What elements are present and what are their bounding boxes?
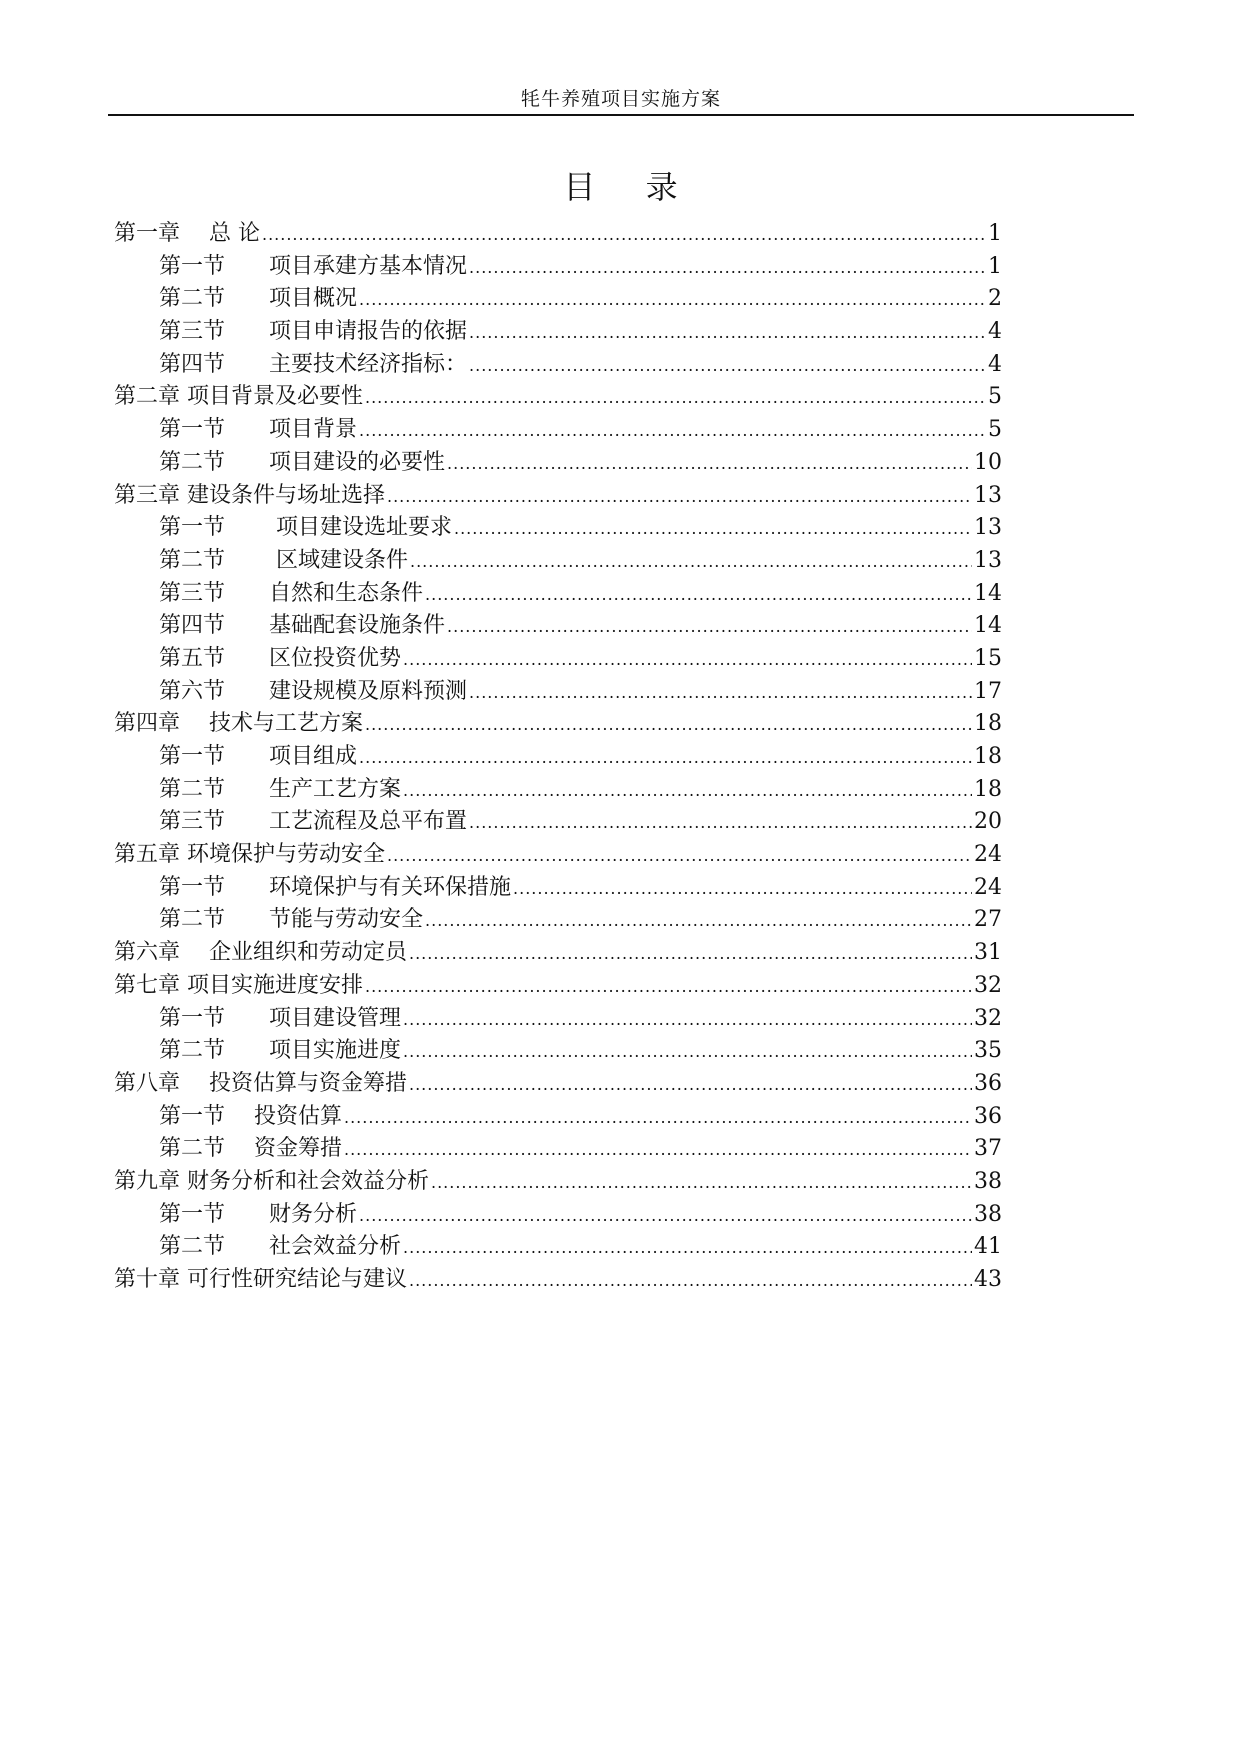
toc-section-entry[interactable]	[114, 249, 1002, 282]
toc-section-entry[interactable]	[114, 314, 1002, 347]
toc-entry-label: 第五节 区位投资优势	[159, 645, 402, 671]
toc-page-number: 5	[988, 384, 1002, 410]
toc-page-number: 14	[974, 613, 1002, 639]
toc-dot-leader	[409, 1075, 972, 1094]
toc-dot-leader	[359, 290, 986, 309]
toc-section-entry[interactable]	[114, 576, 1002, 609]
toc-entry-label: 第十章 可行性研究结论与建议	[114, 1267, 407, 1292]
toc-dot-leader	[365, 388, 986, 407]
toc-dot-leader	[387, 846, 972, 865]
toc-entry-label: 第一节 项目建设管理	[159, 1005, 402, 1031]
toc-entry-label: 第六章 企业组织和劳动定员	[114, 940, 407, 966]
toc-section-entry[interactable]	[114, 804, 1002, 837]
toc-section-entry[interactable]	[114, 1131, 1002, 1164]
toc-dot-leader	[344, 1140, 972, 1159]
toc-entry-label: 第一节 投资估算	[159, 1103, 342, 1129]
toc-page-number: 27	[974, 907, 1002, 933]
toc-entry-label: 第二节 资金筹措	[159, 1136, 342, 1162]
toc-entry-label: 第七章 项目实施进度安排	[114, 972, 363, 998]
toc-chapter-entry[interactable]	[114, 968, 1002, 1001]
toc-entry-label: 第一节 项目背景	[159, 417, 358, 443]
toc-entry-label: 第一节 项目建设选址要求	[159, 515, 452, 541]
toc-entry-label: 第六节 建设规模及原料预测	[159, 678, 468, 704]
toc-section-entry[interactable]	[114, 445, 1002, 478]
toc-page-number: 24	[974, 874, 1002, 900]
toc-section-entry[interactable]	[114, 543, 1002, 576]
toc-page-number: 2	[988, 286, 1002, 312]
toc-section-entry[interactable]	[114, 510, 1002, 543]
toc-section-entry[interactable]	[114, 347, 1002, 380]
toc-entry-label: 第一节 项目承建方基本情况	[159, 253, 468, 279]
toc-page-number: 18	[974, 744, 1002, 769]
toc-entry-label: 第三节 自然和生态条件	[159, 580, 424, 606]
toc-entry-label: 第五章 环境保护与劳动安全	[114, 842, 385, 868]
toc-entry-label: 第四节 基础配套设施条件	[159, 613, 446, 639]
toc-entry-label: 第四章 技术与工艺方案	[114, 711, 363, 737]
toc-dot-leader	[403, 1238, 972, 1257]
toc-page-number: 36	[974, 1070, 1002, 1096]
toc-section-entry[interactable]	[114, 1099, 1002, 1132]
toc-section-entry[interactable]	[114, 412, 1002, 445]
toc-dot-leader	[425, 585, 972, 604]
toc-dot-leader	[403, 1042, 972, 1061]
toc-dot-leader	[469, 258, 986, 277]
toc-section-entry[interactable]	[114, 870, 1002, 903]
toc-chapter-entry[interactable]	[114, 379, 1002, 412]
toc-page-number: 24	[974, 842, 1002, 868]
toc-page-number: 13	[974, 482, 1002, 508]
toc-page-number: 13	[974, 515, 1002, 541]
toc-entry-label: 第二章 项目背景及必要性	[114, 384, 363, 410]
header-rule	[108, 114, 1134, 116]
toc-entry-label: 第一章 总 论	[114, 221, 260, 246]
toc-page-number: 35	[974, 1038, 1002, 1064]
toc-entry-label: 第二节 项目实施进度	[159, 1038, 402, 1064]
toc-section-entry[interactable]	[114, 608, 1002, 641]
toc-title: 目 录	[563, 168, 678, 206]
toc-page-number: 32	[974, 1005, 1002, 1031]
toc-dot-leader	[469, 323, 986, 342]
toc-page-number: 18	[974, 711, 1002, 737]
toc-entry-label: 第一节 财务分析	[159, 1201, 358, 1227]
toc-chapter-entry[interactable]	[114, 837, 1002, 870]
running-header: 牦牛养殖项目实施方案	[520, 88, 721, 110]
toc-chapter-entry[interactable]	[114, 1262, 1002, 1295]
toc-page-number: 32	[974, 972, 1002, 998]
toc-page-number: 20	[974, 809, 1002, 835]
toc-dot-leader	[365, 977, 972, 996]
toc-entry-label: 第三节 项目申请报告的依据	[159, 319, 468, 345]
toc-section-entry[interactable]	[114, 772, 1002, 805]
toc-chapter-entry[interactable]	[114, 1164, 1002, 1197]
toc-dot-leader	[403, 1010, 972, 1029]
toc-page-number: 38	[974, 1168, 1002, 1194]
toc-section-entry[interactable]	[114, 1001, 1002, 1034]
toc-page-number: 5	[988, 417, 1002, 443]
toc-entry-label: 第四节 主要技术经济指标：	[159, 351, 468, 377]
toc-chapter-entry[interactable]	[114, 1066, 1002, 1099]
toc-dot-leader	[403, 650, 972, 669]
toc-section-entry[interactable]	[114, 739, 1002, 772]
toc-dot-leader	[387, 487, 972, 506]
toc-dot-leader	[447, 617, 972, 636]
toc-page-number: 4	[988, 351, 1002, 377]
toc-page-number: 13	[974, 547, 1002, 573]
toc-page-number: 37	[974, 1136, 1002, 1162]
toc-page-number: 38	[974, 1201, 1002, 1227]
toc-dot-leader	[410, 552, 972, 571]
toc-entry-label: 第一节 项目组成	[159, 744, 358, 769]
toc-dot-leader	[469, 683, 972, 702]
toc-dot-leader	[513, 879, 972, 898]
toc-entry-label: 第二节 项目建设的必要性	[159, 449, 446, 475]
toc-dot-leader	[403, 781, 972, 800]
toc-entry-label: 第二节 社会效益分析	[159, 1234, 402, 1260]
toc-section-entry[interactable]	[114, 281, 1002, 314]
toc-section-entry[interactable]	[114, 1229, 1002, 1262]
toc-entry-label: 第三节 工艺流程及总平布置	[159, 809, 468, 835]
toc-chapter-entry[interactable]	[114, 478, 1002, 511]
toc-entry-label: 第二节 项目概况	[159, 286, 358, 312]
toc-entry-label: 第八章 投资估算与资金筹措	[114, 1070, 407, 1096]
toc-entry-label: 第九章 财务分析和社会效益分析	[114, 1168, 429, 1194]
toc-page-number: 41	[974, 1234, 1002, 1260]
toc-entry-label: 第二节 生产工艺方案	[159, 776, 402, 802]
toc-entry-label: 第三章 建设条件与场址选择	[114, 482, 385, 508]
toc-section-entry[interactable]	[114, 902, 1002, 935]
toc-page-number: 1	[988, 253, 1002, 279]
toc-entry-label: 第二节 节能与劳动安全	[159, 907, 424, 933]
toc-section-entry[interactable]	[114, 674, 1002, 707]
toc-entry-label: 第一节 环境保护与有关环保措施	[159, 874, 512, 900]
table-of-contents	[114, 216, 1002, 1295]
toc-dot-leader	[262, 225, 986, 244]
toc-section-entry[interactable]	[114, 1197, 1002, 1230]
toc-dot-leader	[409, 944, 972, 963]
toc-chapter-entry[interactable]	[114, 935, 1002, 968]
toc-section-entry[interactable]	[114, 1033, 1002, 1066]
toc-dot-leader	[409, 1271, 972, 1290]
toc-dot-leader	[447, 454, 972, 473]
toc-dot-leader	[431, 1173, 972, 1192]
toc-page-number: 31	[974, 940, 1002, 966]
toc-page-number: 14	[974, 580, 1002, 606]
toc-dot-leader	[365, 715, 972, 734]
toc-page-number: 15	[974, 645, 1002, 671]
toc-page-number: 18	[974, 776, 1002, 802]
toc-dot-leader	[359, 1206, 972, 1225]
toc-dot-leader	[454, 519, 972, 538]
toc-dot-leader	[359, 748, 972, 767]
toc-chapter-entry[interactable]	[114, 706, 1002, 739]
toc-page-number: 4	[988, 319, 1002, 345]
toc-chapter-entry[interactable]	[114, 216, 1002, 249]
toc-dot-leader	[344, 1108, 972, 1127]
toc-dot-leader	[469, 813, 972, 832]
toc-page-number: 10	[974, 449, 1002, 475]
toc-dot-leader	[469, 356, 986, 375]
toc-page-number: 43	[974, 1267, 1002, 1292]
toc-dot-leader	[359, 421, 986, 440]
toc-page-number: 17	[974, 678, 1002, 704]
toc-entry-label: 第二节 区域建设条件	[159, 547, 408, 573]
toc-dot-leader	[425, 911, 972, 930]
toc-page-number: 36	[974, 1103, 1002, 1129]
toc-page-number: 1	[988, 221, 1002, 246]
toc-section-entry[interactable]	[114, 641, 1002, 674]
